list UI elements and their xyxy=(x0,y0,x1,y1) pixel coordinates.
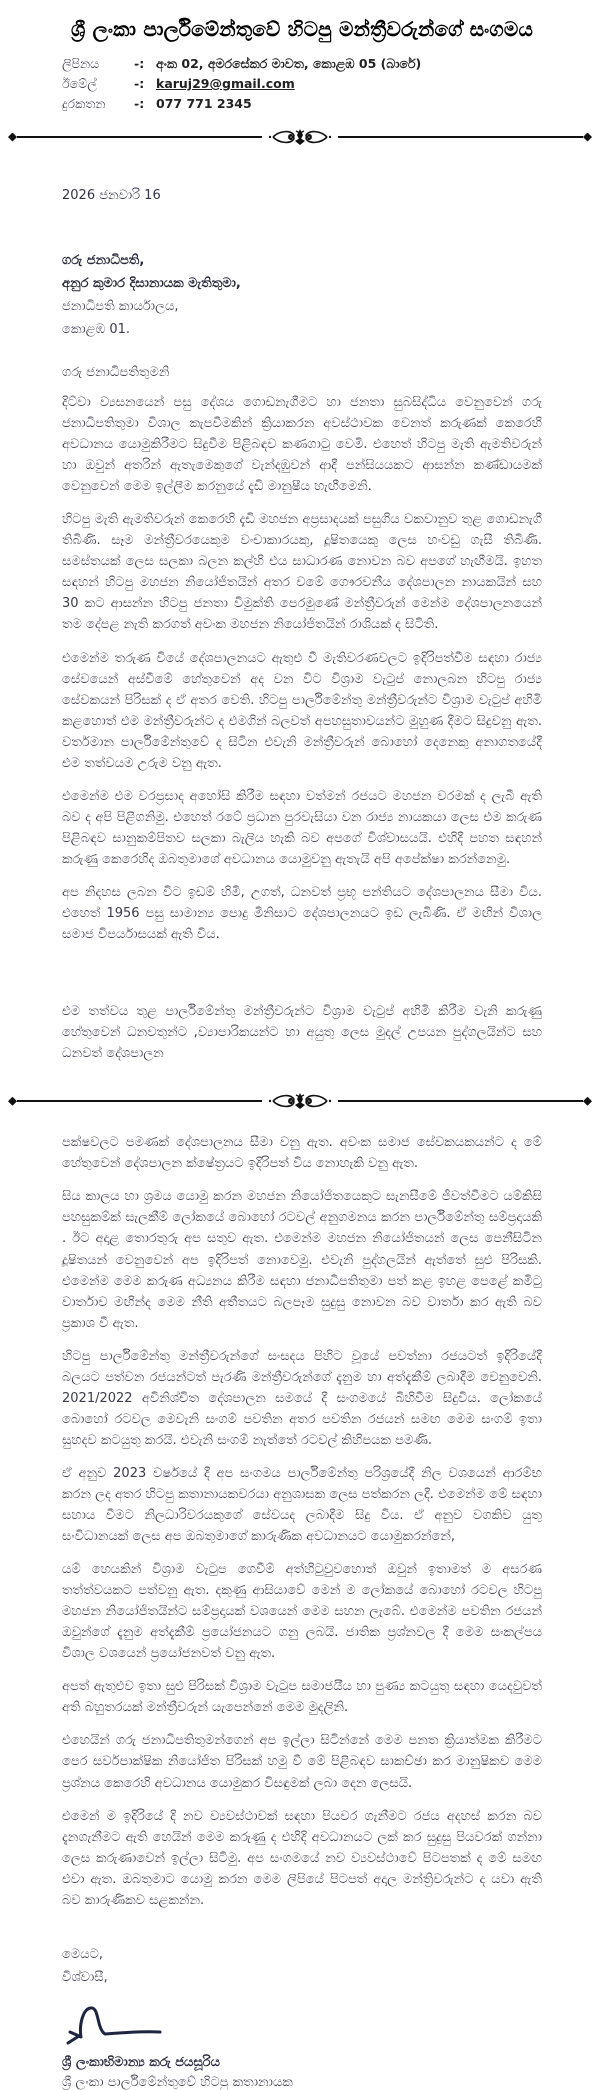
handwritten-signature-icon xyxy=(62,1999,182,2051)
address-value: අංක 02, අමරසේකර මාවත, කොළඹ 05 (බාරේ) xyxy=(156,56,422,71)
diamond-icon xyxy=(583,133,592,142)
paragraph: එමෙන් ම ඉදිරියේ දි නව ව්‍යවස්ථාවක් සඳහා පියවර ගැනීමට රජය අදහස් කරන බව දැනගැනීමට ඇති හෙයින් මෙම කරුණු ද එහිදි අවධානයට ලක් කර සුදුසු පියවරක් ගන්නා ලෙස කරුණාවෙන් ඉල්ලා සිටිමු. අප සංගමයේ නව ව්‍යවස්ථාවේ පිටපතක් ද මේ සමඟ එවා ඇත. ඔබතුමාට යොමු කරන මෙම ලිපියේ පිටපත් අදාල මන්ත්‍රිවරුන්ට ද යවා ඇති බව කාරුණිකව සළකන්න. xyxy=(62,1808,542,1908)
signatory-name: ශ්‍රී ලංකාභිමාන්‍ය කරු ජයසූරිය xyxy=(62,2054,220,2070)
paragraph: අප නිදහස ලබන විට ඉඩම් හිමි, උගත්, ධනවත් ප්‍රභූ පන්තියට දේශපාලනය සීමා විය. එහෙත් 1956 පසු සාමාන්‍ය පොදු මිනිසාට දේශපාලනයට ඉඩ ලැබිණි. ඒ මඟින් විශාල සමාජ විපර්යාසයක් ඇති විය. xyxy=(62,884,542,943)
address-label: ලිපිනය xyxy=(62,56,100,71)
paragraph: සිය කාලය හා ශ්‍රමය යොමු කරන මහජන නියෝජිතයෙකුට සැනසීමේ ජීවත්වීමට යම්කිසි පහසුකම්ක් සැලකීම් ලෝකයේ බොහෝ රටවල් අනුගමනය කරන පාර්ලිමේන්තු සම්ප්‍රදායකි . ඊට අදාළ තොරතුරු අප සතුව ඇත. එමෙන්ම මහජන නියෝජිතයන් ලෙස පෙනීසිටින දූෂිතයන් වෙනුවෙන් අප ඉදිරිපත් නොවෙමු. එවැනි පුද්ගලයින් ඇත්තේ සුළු පිරිසකි. එමෙන්ම මෙම කරුණ අධ්‍යනය කිරීම සඳහා ජනාධිපතිතුමා පත් කළ ඉහළ පෙළේ කමිටු වාර්තාව මඟින්ද මෙම නීති අතීතයට බලපෑම සුදුසු නොවන බව වාර්තා කර ඇති බව ප්‍රකාශ වී ඇත. xyxy=(62,1189,542,1331)
paragraph: එමෙන්ම තරුණ වියේ දේශපාලනයට ඇතුළු වී මැතිවරණවලට ඉදිරිපත්වීම සඳහා රාජ්‍ය සේවයෙන් අස්වීමේ හේතුවෙන් අද වන විට විශ්‍රාම වැටුප් නොලබන හිටපු රාජ්‍ය සේවකයන් පිරිසක් ද ඒ අතර වෙති. හිටපු පාර්ලිමේන්තු මන්ත්‍රීවරුන්ට විශ්‍රාම වැටුප් අහිමි කළහොත් එම මන්ත්‍රීවරුන්ට ද එමගින් බලවත් අපහසුතාවයන්ට මුහුණ දීමට සිදුවනු ඇත. වර්තමාන පාර්ලිමේන්තුවේ ද සිටින එවැනි මන්ත්‍රීවරුන් බොහෝ දෙනෙකු අනාගතයේදී එම තත්වයම උරුම වනු ඇත. xyxy=(62,650,542,771)
phone-separator: -: xyxy=(134,96,145,111)
diamond-icon xyxy=(583,1097,592,1106)
email-label: ඊමේල් xyxy=(62,76,97,91)
diamond-icon xyxy=(8,133,17,142)
signatory-title: ශ්‍රී ලංකා පාර්ලිමේන්තුවේ හිටපු කතානායක xyxy=(62,2074,293,2090)
contact-block xyxy=(62,54,542,114)
paragraph: හිටපු පාර්ලිමේන්තු මන්ත්‍රීවරුන්ගේ සංසදය පිහිට වූයේ පවත්නා රජයටත් ඉදිරියේදී බලයට පත්වන රජයන්ටත් පැරණි මන්ත්‍රීවරුන්ගේ දැනුම හා අත්දැකීම් ලබාදීම වෙනුවෙනි. 2021/2022 අවිනිශ්චිත දේශපාලන සමයේ දී සංගමයේ බිහිවීම සිදුවිය. ලෝකයේ බොහෝ රටවල මෙවැනි සංගම් පවතින අතර පවතින රජයන් සමඟ මෙම සංගම් ඉතා සුහදව කටයුතු කරයි. එවැනි සංගම් නැත්තේ රටවල් කිහිපයක පමණි. xyxy=(62,1348,542,1448)
recipient-city: කොළඹ 01. xyxy=(62,322,131,337)
letterhead-divider xyxy=(8,128,592,146)
phone-label: දුරකතන xyxy=(62,96,106,111)
recipient-block xyxy=(62,249,542,341)
floral-flourish-icon xyxy=(267,1092,333,1110)
phone-value: 077 771 2345 xyxy=(156,96,252,111)
letter-body-part2 xyxy=(62,1132,542,1911)
closing-block xyxy=(62,1943,542,1989)
paragraph: දිට්වා ව්‍යසනයෙන් පසු දේශය ගොඩනැගීමට හා ජනතා සුබසිද්ධිය වෙනුවෙන් ගරු ජනාධිපතිතුමා විශාල කැපවීමකින් ක්‍රියාකරන අවස්ථාවක වෙනත් කරුණක් කෙරෙහි අවධානය යොමුකිරීමට සිදුවීම පිළිබඳව කණගාටු වෙමි. එහෙත් හිටපු මැති ඇමතිවරුන් හා ඔවුන් අතරින් ඇතැමෙකුගේ වැන්දඹුවන් ආදී පන්සියයකට ආසන්න කණ්ඩායමක් වෙනුවෙන් මෙම ඉල්ලීම කරනුයේ දැඩි මානුෂීය හැඟීමෙනි. xyxy=(62,395,542,495)
paragraph: හිටපු මැති ඇමතිවරුන් කෙරෙහි දැඩි මහජන අප්‍රසාදයක් පසුගිය වකවානුව තුළ ගොඩනැගී තිබිණි. සෑම මන්ත්‍රීවරයෙකුම වංචාකාරයකු, දූෂිතයෙකු ලෙස හංවඩු ගැසී තිබිණි. සමස්තයක් ලෙස සලකා බලන කල්හි එය සාධාරණ නොවන බව අපගේ හැඟීමයි. ඉහත සඳහන් හිටපු මහජන නියෝජිතයින් අතර වමේ ගෞරවනීය දේශපාලන නායකයින් සහ 30 කට ආසන්න හිටපු ජනතා විමුක්ති පෙරමුණේ මන්ත්‍රීවරුන් මෙන්ම දේශපාලනයෙන් තම දේපළ නැති කරගත් අවංක මහජන නියෝජිතයින් රාශියක් ද සිටිති. xyxy=(62,512,542,633)
email-link[interactable]: karuj29@gmail.com xyxy=(156,76,295,91)
contact-row-address xyxy=(62,54,542,74)
paragraph: එම තත්වය තුළ පාර්ලිමේන්තු මන්ත්‍රීවරුන්ට විශ්‍රාම වැටුප් අහිමි කිරීම වැනි කරුණු හේතුවෙන් ධනවතුන්ට ,ව්‍යාපාරිකයන්ට හා අයුතු ලෙස මුදල් උපයන පුද්ගලයින්ට සහ ධනවත් දේශපාලන xyxy=(62,1004,542,1062)
paragraph: පක්ෂවලට පමණක් දේශපාලනය සීමා වනු ඇත. අවංක සමාජ සේවකයකයන්ට ද මේ හේතුවෙන් දේශපාලන ක්ෂේත්‍රයට ඉදිරිපත් විය නොහැකි වනු ඇත. xyxy=(62,1135,542,1172)
email-separator: -: xyxy=(134,76,145,91)
paragraph: යම් හෙයකින් විශ්‍රාම වැටුප ගෙවීම් අත්හිටුවුවහොත් ඔවුන් ඉතාමත් ම අසරණ තත්ත්වයකට පත්වනු ඇත. දකුණු ආසියාවේ මෙන් ම ලෝකයේ බොහෝ රටවල හිටපු මහජන නියෝජිතයින්ට සම්ප්‍රදායක් වශයෙන් මෙම සහන ලැබේ. එමෙන්ම පවතින රජයන් ඔවුන්ගේ දැනුම අත්දැකීම් ප්‍රයෝජනයට ගනු ලබයි. ජාතික ප්‍රශ්නවල දී මෙම සංකල්පය විශාල වශයෙන් ප්‍රයෝජනවත් වනු ඇත. xyxy=(62,1562,542,1662)
letter-body-part1 xyxy=(62,392,542,1064)
page-break-divider xyxy=(8,1092,592,1110)
divider-rule xyxy=(338,136,583,138)
closing-line-2: විශ්වාසී, xyxy=(62,1969,108,1985)
contact-row-email xyxy=(62,74,542,94)
divider-rule xyxy=(17,136,262,138)
floral-flourish-icon xyxy=(267,128,333,146)
recipient-honorific: ගරු ජනාධිපති, xyxy=(62,253,145,268)
salutation: ගරු ජනාධිපතිතුමනි xyxy=(62,365,170,380)
signature-block xyxy=(62,1999,542,2051)
paragraph: ඒ අනුව 2023 වර්ෂයේ දී අප සංගමය පාර්ලිමේන්තු පරිශ්‍රයේදී නිල වශයෙන් ආරම්භ කරන ලද අතර හිටපු කතානායකවරයා අනුශාසක ලෙස පත්කරන ලදී. එමෙන්ම මේ සඳහා සහාය වීමට නිලධාරිවරයකුගේ සේවයද ලබාදීම සිදු විය. ඒ අනුව වගකිව යුතු සංවිධානයක් ලෙස අප ඔබතුමාගේ කාරුණික අවධානයට යොමුකරන්නේ, xyxy=(62,1465,542,1545)
divider-rule xyxy=(17,1100,262,1102)
paragraph: එමෙන්ම එම වරප්‍රසාද අහෝසි කිරීම සඳහා වත්මන් රජයට මහජන වරමක් ද ලැබී ඇති බව ද අපි පිළිගනිමු. එහෙත් රටේ ප්‍රධාන පුරවැසියා වන රාජ්‍ය නායකයා ලෙස එම කරුණ පිළිබඳව සානුකම්පිතව සලකා බැලිය හැකි බව අපගේ විශ්වාසයයි. එහිදී පහත සඳහන් කරුණු කෙරෙහිද ඔබතුමාගේ අවධානය යොමුවනු ඇතැයි අපි අපේක්ෂා කරන්නෙමු. xyxy=(62,788,542,867)
address-separator: -: xyxy=(134,56,145,71)
closing-line-1: මෙයට, xyxy=(62,1946,104,1962)
recipient-name: අනුර කුමාර දිසානායක මැතිතුමා, xyxy=(62,276,241,291)
paragraph: එහෙයින් ගරු ජනාධිපතිතුමන්ගෙන් අප ඉල්ලා සිටින්නේ මෙම පනත ක්‍රියාත්මක කිරීමට පෙර සර්වපාක්ෂික නියෝජිත පිරිසක් හමු වී මේ පිළිබඳව සාකච්ඡා කර මානුෂිකව මෙම ප්‍රශ්නය කෙරෙහි අවධානය යොමුකර විසඳුමක් ලබා දෙන ලෙසයි. xyxy=(62,1733,542,1791)
org-title: ශ්‍රී ලංකා පාර්ලිමේන්තුවේ හිටපු මන්ත්‍රීවරුන්ගේ සංගමය xyxy=(70,17,534,41)
diamond-icon xyxy=(8,1097,17,1106)
divider-rule xyxy=(338,1100,583,1102)
recipient-office: ජනාධිපති කාර්යාලය, xyxy=(62,299,179,314)
letter-date: 2026 ජනවාරි 16 xyxy=(62,188,161,203)
contact-row-phone xyxy=(62,94,542,114)
paragraph: අපත් ඇතුළුව ඉතා සුළු පිරිසක් විශ්‍රාම වැටුප සමාජයීය හා පුණ්‍ය කටයුතු සඳහා යෙදවුවත් අති බහුතරයක් මන්ත්‍රීවරුන් යැපෙන්නේ මෙම මුදලිනි. xyxy=(62,1679,542,1716)
